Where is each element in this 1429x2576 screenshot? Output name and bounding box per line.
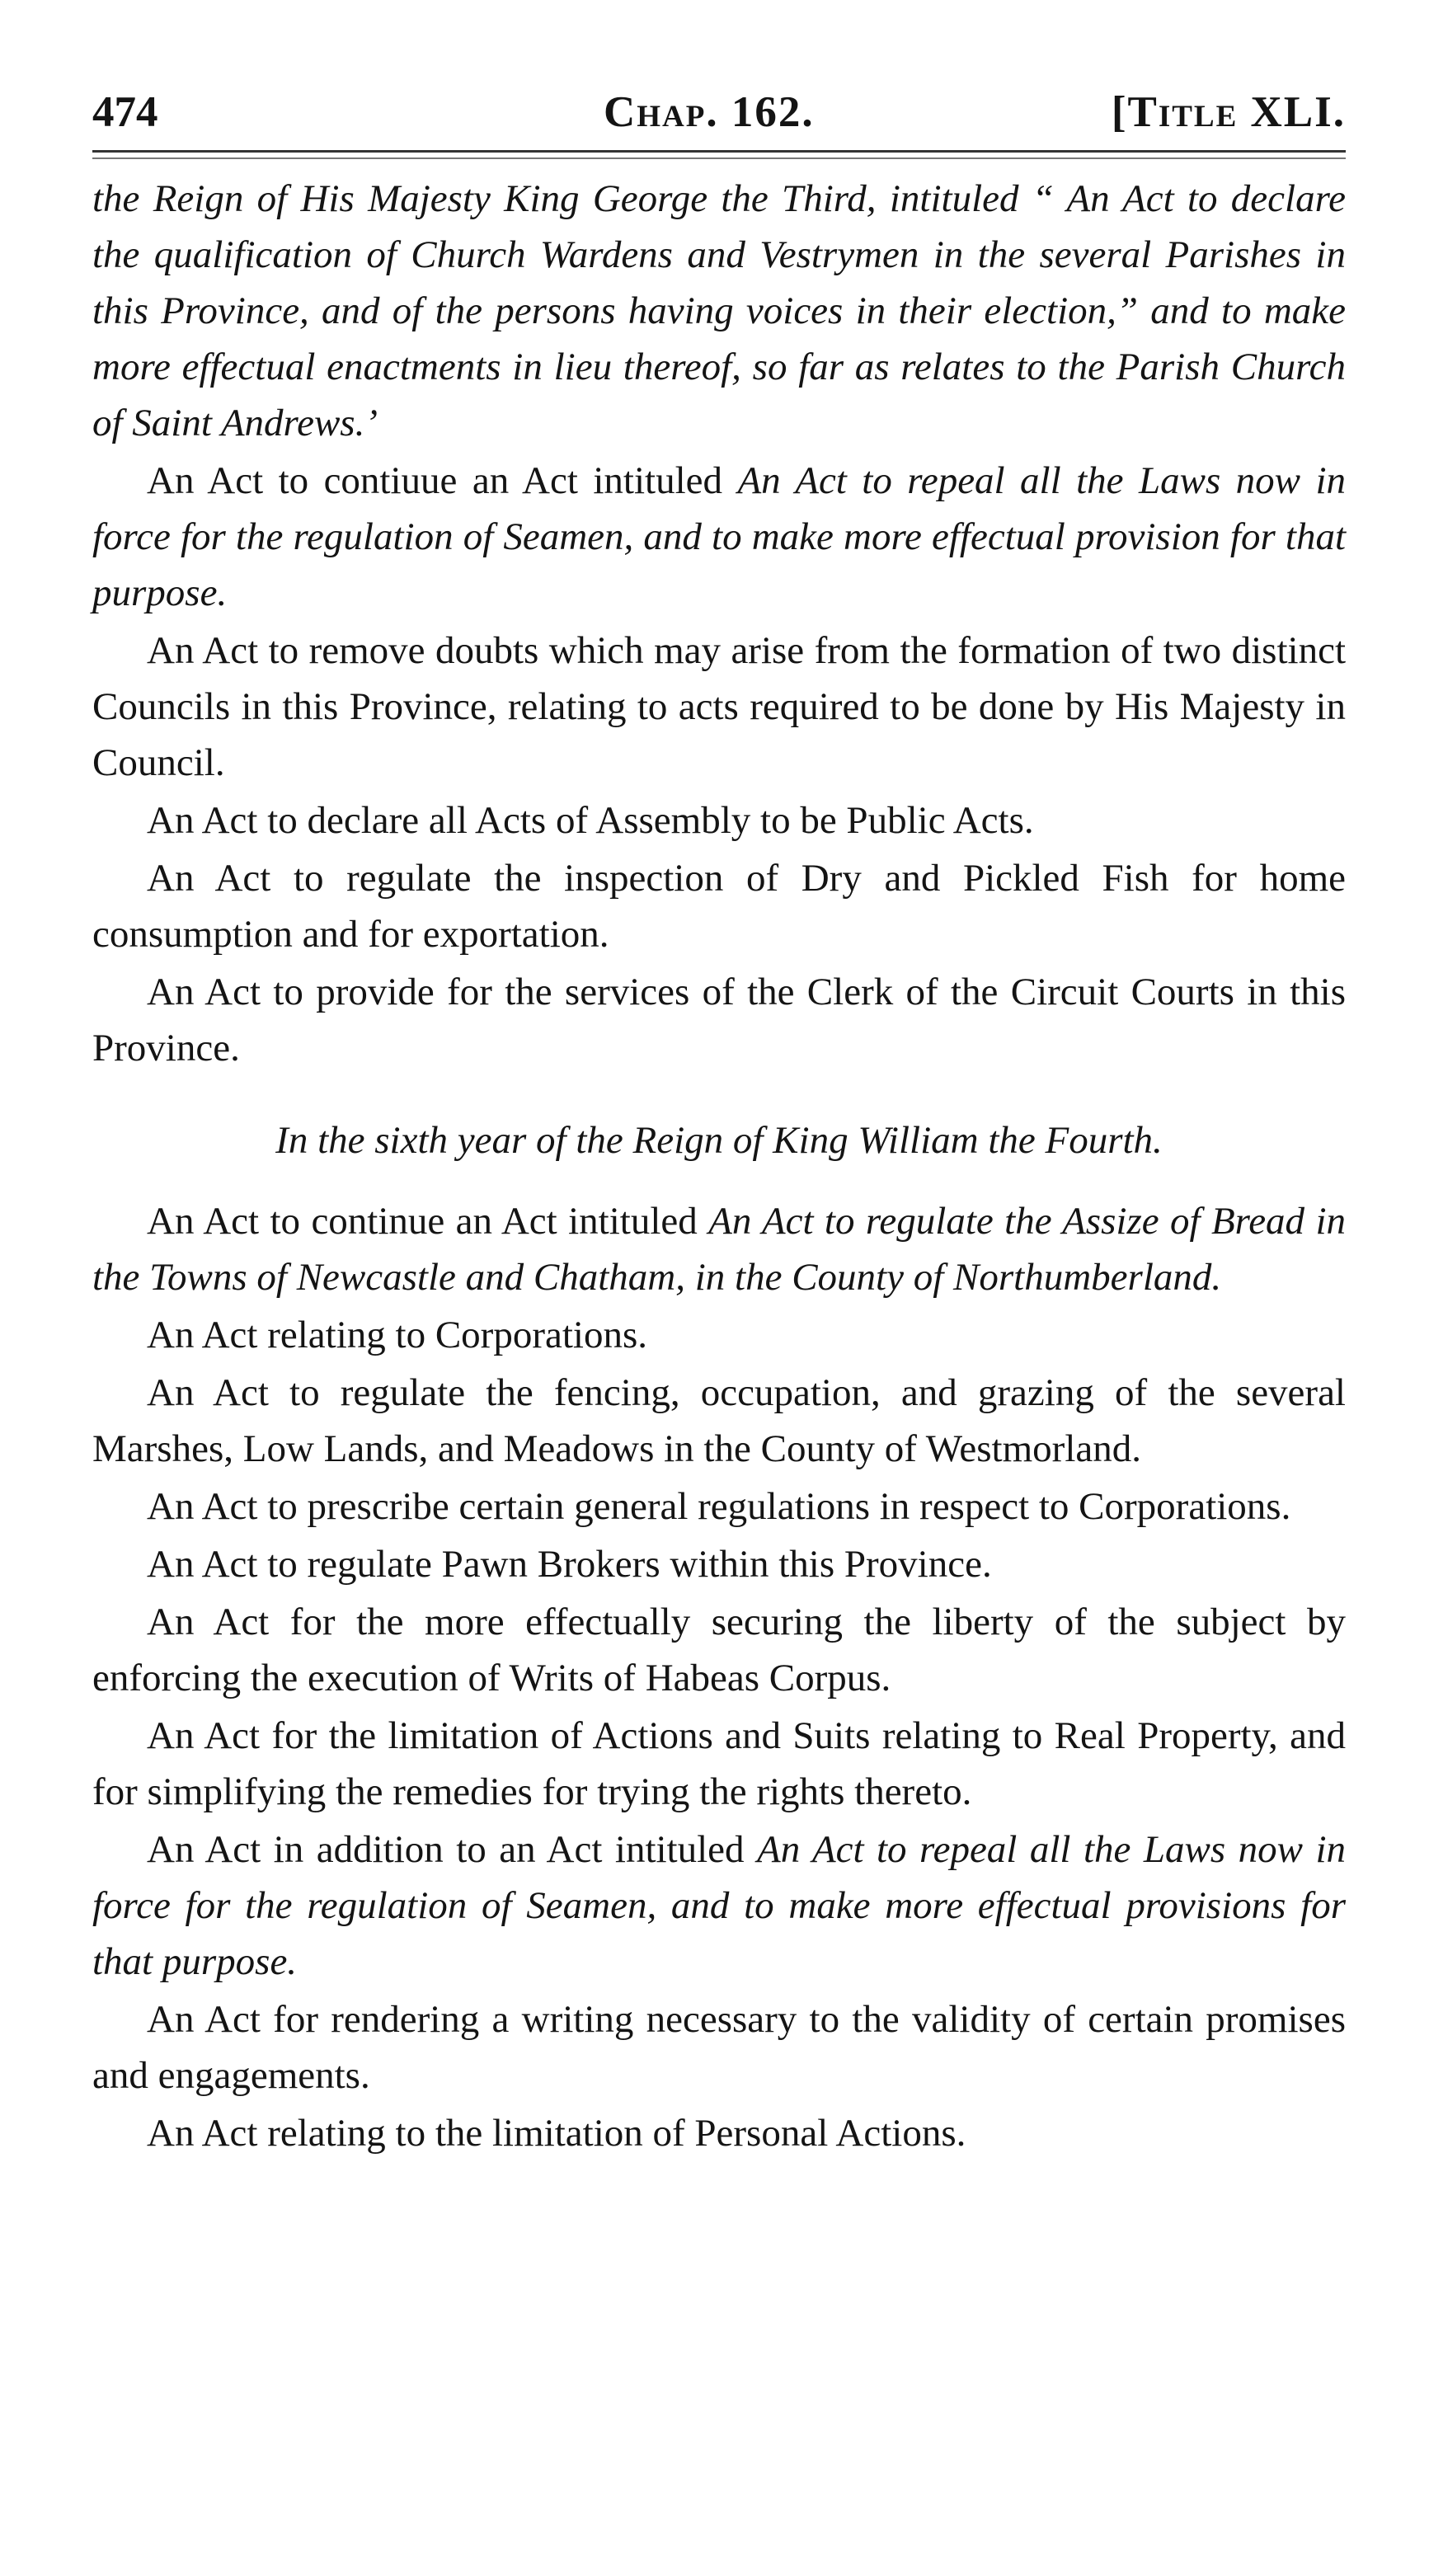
text: An Act to regulate Pawn Brokers within this Province.: [147, 1543, 992, 1586]
act-entry: [92, 1307, 1346, 1363]
text: An Act to continue an Act intituled: [147, 1200, 709, 1243]
text: An Act to prescribe certain general regulations in respect to Corporations.: [147, 1485, 1291, 1528]
text: An Act in addition to an Act intituled: [147, 1828, 758, 1871]
italic-text: In the sixth year of the Reign of King William the Fourth.: [275, 1119, 1163, 1162]
header-rule-secondary: [92, 157, 1346, 159]
document-body: [92, 171, 1346, 2161]
text: An Act to regulate the fencing, occupation, and grazing of the several Marshes, Low Lands, and Meadows in the County of Westmorland.: [92, 1371, 1346, 1470]
act-entry: [92, 1365, 1346, 1477]
section-heading: [92, 1112, 1346, 1168]
text: An Act relating to the limitation of Personal Actions.: [147, 2112, 966, 2155]
text: An Act to contiuue an Act intituled: [147, 459, 738, 502]
text: An Act to provide for the services of the Clerk of the Circuit Courts in this Province.: [92, 971, 1346, 1069]
header-rule: [92, 150, 1346, 153]
act-entry: [92, 453, 1346, 621]
text: An Act to declare all Acts of Assembly to be Public Acts.: [147, 799, 1034, 842]
act-entry: [92, 964, 1346, 1076]
act-entry: [92, 171, 1346, 451]
text: An Act for the limitation of Actions and Suits relating to Real Property, and for simplifying the remedies for trying the rights thereto.: [92, 1714, 1346, 1813]
text: An Act to remove doubts which may arise from the formation of two distinct Councils in this Province, relating to acts required to be done by His Majesty in Council.: [92, 629, 1346, 784]
italic-text: An Act to regulate the Assize of Bread in the Towns of Newcastle and Chatham, in the County of Northumberland.: [92, 1200, 1347, 1299]
page: [92, 79, 1346, 2163]
chapter-label: Chap. 162.: [604, 88, 815, 136]
act-entry: [92, 1478, 1346, 1535]
text: An Act for the more effectually securing the liberty of the subject by enforcing the execution of Writs of Habeas Corpus.: [92, 1601, 1346, 1699]
act-entry: [92, 1991, 1346, 2104]
title-label: [Title XLI.: [1111, 88, 1346, 136]
text: An Act to regulate the inspection of Dry and Pickled Fish for home consumption and for exportation.: [92, 857, 1346, 956]
italic-text: An Act to repeal all the Laws now in force for the regulation of Seamen, and to make more effectual provision for that purpose.: [92, 459, 1347, 614]
running-header: [92, 79, 1346, 145]
text: An Act for rendering a writing necessary to the validity of certain promises and engagements.: [92, 1998, 1346, 2097]
page-number: 474: [92, 88, 158, 136]
italic-text: the Reign of His Majesty King George the Third, intituled “ An Act to declare the qualification of Church Wardens and Vestrymen in the several Parishes in this Province, and of the persons having voices in their election,” and to make more effectual enactments in lieu thereof, so far as relates to the Parish Church of Saint Andrews.’: [92, 177, 1346, 444]
act-entry: [92, 792, 1346, 848]
act-entry: [92, 1536, 1346, 1592]
italic-text: An Act to repeal all the Laws now in force for the regulation of Seamen, and to make more effectual provisions for that purpose.: [92, 1828, 1347, 1983]
act-entry: [92, 623, 1346, 791]
act-entry: [92, 1594, 1346, 1706]
act-entry: [92, 1822, 1346, 1990]
act-entry: [92, 2105, 1346, 2161]
text: An Act relating to Corporations.: [147, 1314, 647, 1356]
act-entry: [92, 850, 1346, 962]
act-entry: [92, 1193, 1346, 1305]
act-entry: [92, 1708, 1346, 1820]
